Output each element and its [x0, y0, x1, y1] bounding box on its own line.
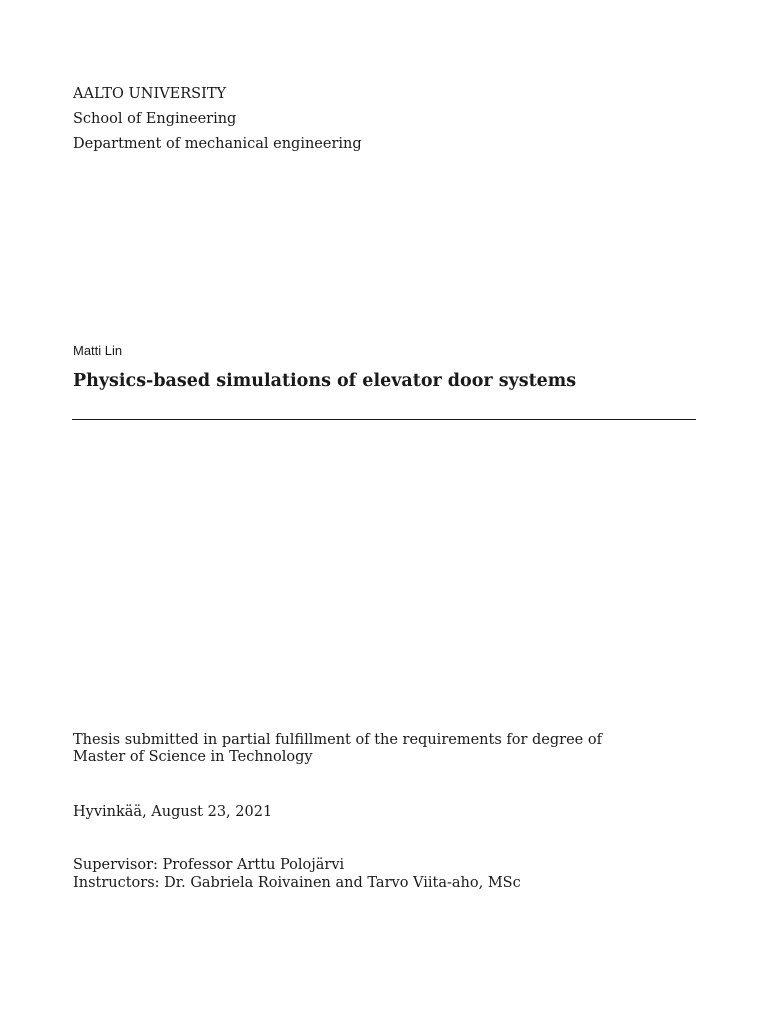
place-and-date: Hyvinkää, August 23, 2021 — [73, 804, 273, 820]
school-name: School of Engineering — [73, 111, 237, 127]
thesis-statement-line-1: Thesis submitted in partial fulfillment of the requirements for degree of — [73, 732, 602, 748]
thesis-title: Physics-based simulations of elevator door systems — [73, 371, 577, 391]
department-name: Department of mechanical engineering — [73, 136, 362, 152]
supervisor-line: Supervisor: Professor Arttu Polojärvi — [73, 857, 345, 873]
instructors-line: Instructors: Dr. Gabriela Roivainen and Tarvo Viita-aho, MSc — [73, 875, 521, 891]
title-divider — [72, 419, 696, 420]
university-name: AALTO UNIVERSITY — [73, 86, 227, 102]
author-name: Matti Lin — [73, 343, 123, 358]
thesis-statement-line-2: Master of Science in Technology — [73, 749, 313, 765]
